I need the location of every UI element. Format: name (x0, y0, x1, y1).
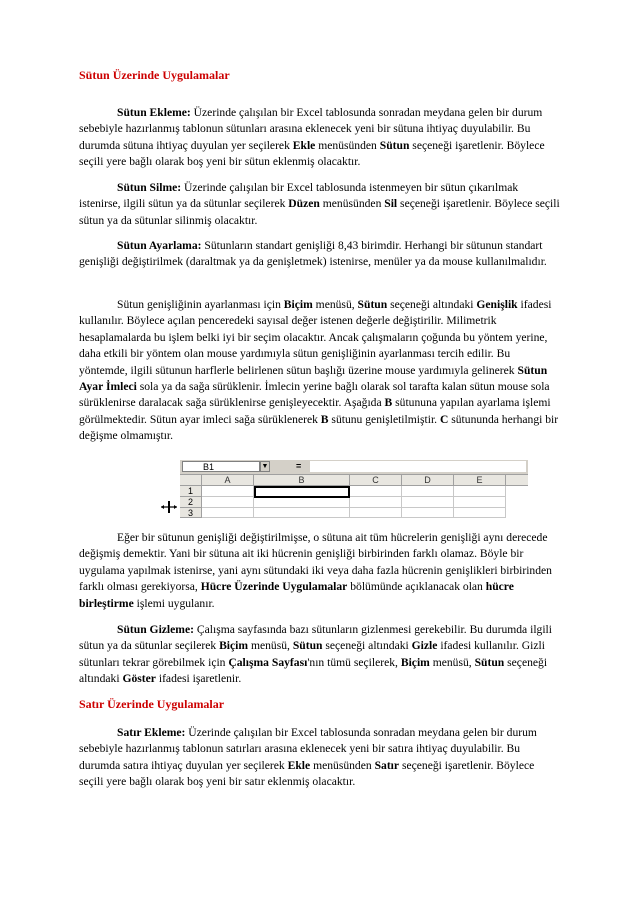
column-header-e[interactable]: E (454, 475, 506, 486)
text-run: sütununa yapılan ayarlama işlemi görülmektedir. Sütun ayar imleci sağa sürüklenerek (79, 396, 551, 426)
bold-term: hücre birleştirme (79, 580, 514, 610)
grid-cell[interactable] (254, 508, 350, 518)
grid-cell[interactable] (402, 497, 454, 508)
text-run: 'nın tümü seçilerek, (307, 655, 401, 669)
bold-term: Satır Ekleme: (117, 726, 186, 739)
bold-term: Sütun (357, 298, 388, 311)
row-header-3[interactable]: 3 (180, 508, 202, 518)
text-run: Üzerinde çalışılan bir Excel tablosunda sonradan meydana gelen bir durum sebebiyle hazırlanmış tablonun satırları arasına eklenecek yeni bir satıra ihtiyaç duyulabilir. Bu durumda satıra ihtiyaç duyulan yer seçilerek (79, 726, 537, 772)
text-run: sütununda herhangi bir değişme olmamıştır. (79, 412, 559, 443)
text-run: Üzerinde çalışılan bir Excel tablosunda sonradan meydana gelen bir durum sebebiyle hazırlanmış tablonun sütunları arasına eklenecek yeni bir sütuna ihtiyaç duyulabilir. Bu durumda sütuna ihtiyaç duyulan yer seçilerek (79, 106, 543, 152)
text-run: menüsünden (310, 758, 375, 772)
text-run: seçeneği altındaki (322, 639, 412, 653)
row-header-1[interactable]: 1 (180, 486, 202, 497)
text-run: menüsünden (319, 197, 385, 211)
column-header-extra[interactable] (506, 475, 528, 486)
text-run: menüsü, (312, 298, 358, 311)
grid-cell[interactable] (350, 497, 402, 508)
paragraph-column-insert (79, 105, 561, 171)
bold-term: Gizle (411, 639, 438, 653)
paragraph-row-insert (79, 725, 561, 791)
bold-term: Ekle (287, 758, 311, 772)
bold-term: Sütun (379, 138, 410, 152)
equals-sign: = (296, 461, 302, 471)
bold-term: Düzen (288, 197, 320, 211)
text-run: Sütunların standart genişliği 8,43 birimdir. Herhangi bir sütunun standart genişliği değiştirilmek (daraltmak ya da genişletmek) istenirse, menüler ya da mouse kullanılmalıdır. (79, 239, 547, 269)
text-run: seçeneği işaretlenir. Böylece seçili yere bağlı olarak boş yeni bir satır eklenmiş olacaktır. (79, 758, 535, 789)
text-run: seçeneği altındaki (387, 298, 477, 311)
column-header-c[interactable]: C (350, 475, 402, 486)
text-run: sola ya da sağa sürüklenir. İmlecin yerine bağlı olarak sol tarafta kalan sütun mouse sola sürüklenirse daralacak sağa sürüklenirse genişleyecektir. Aşağıda (79, 380, 550, 410)
bold-term: Sütun (474, 655, 505, 669)
text-run: bölümünde açıklanacak olan (347, 580, 486, 594)
text-run: Sütun genişliğinin ayarlanması için (117, 298, 284, 311)
grid-cell[interactable] (202, 508, 254, 518)
grid-cell[interactable] (350, 508, 402, 518)
column-header-a[interactable]: A (202, 475, 254, 486)
bold-term: Biçim (219, 639, 249, 653)
text-run: Çalışma sayfasında bazı sütunların gizlenmesi gerekebilir. Bu durumda ilgili sütun ya da sütunlar seçilerek (79, 623, 553, 653)
paragraph-column-width (79, 297, 561, 445)
text-run: ifadesi işaretlenir. (155, 672, 242, 686)
grid-cell[interactable] (402, 508, 454, 518)
text-run: seçeneği işaretlenir. Böylece seçili yere bağlı olarak boş yeni bir sütun eklenmiş olacaktır. (79, 138, 545, 169)
bold-term: Çalışma Sayfası (228, 655, 308, 669)
grid-cell[interactable] (454, 497, 506, 508)
bold-term: B (384, 396, 393, 410)
text-run: menüsü, (429, 655, 475, 669)
name-box[interactable]: B1 (182, 461, 260, 472)
text-run: ifadesi kullanılır. Gizli sütunları tekrar görebilmek için (79, 639, 545, 669)
selected-cell-b1[interactable] (254, 486, 350, 498)
bold-term: Sütun Ekleme: (117, 106, 191, 119)
bold-term: Sil (384, 197, 398, 211)
section-heading-rows: Satır Üzerinde Uygulamalar (79, 697, 225, 711)
bold-term: Genişlik (476, 298, 518, 311)
bold-term: C (439, 412, 449, 426)
column-resize-cursor-icon (160, 500, 178, 514)
grid-cell[interactable] (402, 486, 454, 497)
bold-term: Biçim (400, 655, 430, 669)
bold-term: Sütun Gizleme: (117, 623, 194, 636)
text-run: Üzerinde çalışılan bir Excel tablosunda istenmeyen bir sütun çıkarılmak istenirse, ilgili sütun ya da sütunlar seçilerek (79, 181, 519, 211)
grid-cell[interactable] (202, 497, 254, 508)
text-run: ifadesi kullanılır. Böylece açılan penceredeki sayısal değer istenen değerle değiştirilir. Milimetrik hesaplamalarda bu işlem belki iyi bir seçim olacaktır. Ancak çalışmaların çoğunda bu yöntem yerine, daha etkili bir yöntem olan mouse yardımıyla sütun genişliğinin ayarlanması tercih edilir. Bu yöntemde, ilgili sütunun harflerle belirlenen sütun başlığı üzerine mouse yardımıyla gelinerek (79, 298, 552, 377)
text-run: işlemi uygulanır. (133, 596, 215, 610)
grid-cell[interactable] (254, 497, 350, 508)
formula-bar (180, 460, 528, 475)
bold-term: Satır (374, 758, 400, 772)
bold-term: Göster (122, 672, 156, 686)
bold-term: Biçim (283, 298, 313, 311)
grid-cell[interactable] (202, 486, 254, 497)
grid-cell[interactable] (350, 486, 402, 497)
paragraph-column-delete (79, 180, 561, 229)
paragraph-column-adjust (79, 238, 561, 271)
chevron-down-icon[interactable]: ▼ (261, 463, 269, 470)
row-header-2[interactable]: 2 (180, 497, 202, 508)
text-run: seçeneği işaretlenir. Böylece seçili sütun ya da sütunlar silinmiş olacaktır. (79, 197, 560, 227)
text-run: Eğer bir sütunun genişliği değiştirilmişse, o sütuna ait tüm hücrelerin genişliği aynı derecede değişmiş demektir. Yani bir sütuna ait iki hücrenin genişliği birbirinden farklı olamaz. Böyle bir uygulama yapılmak istenirse, yani aynı sütundaki iki veya daha fazla hücrenin genişlikleri birbirinden farklı olması gerekiyorsa, (79, 531, 552, 594)
paragraph-column-hide (79, 622, 561, 688)
text-run: menüsü, (248, 639, 293, 653)
column-header-b[interactable]: B (254, 475, 350, 486)
bold-term: Sütun Ayar İmleci (79, 363, 548, 394)
text-run: seçeneği altındaki (79, 655, 548, 686)
bold-term: Hücre Üzerinde Uygulamalar (200, 580, 348, 594)
text-run: sütunu genişletilmiştir. (328, 412, 440, 426)
text-run: menüsünden (315, 138, 380, 152)
bold-term: Ekle (292, 138, 316, 152)
corner-header[interactable] (180, 475, 202, 486)
paragraph-cell-width (79, 530, 561, 612)
bold-term: Sütun Silme: (117, 181, 182, 194)
bold-term: Sütun Ayarlama: (117, 239, 202, 252)
formula-input[interactable] (310, 461, 526, 472)
excel-screenshot (180, 460, 528, 518)
section-heading-columns: Sütun Üzerinde Uygulamalar (79, 68, 230, 82)
grid-cell[interactable] (454, 486, 506, 497)
bold-term: B (320, 412, 329, 426)
grid-cell[interactable] (454, 508, 506, 518)
column-header-d[interactable]: D (402, 475, 454, 486)
bold-term: Sütun (292, 639, 323, 653)
